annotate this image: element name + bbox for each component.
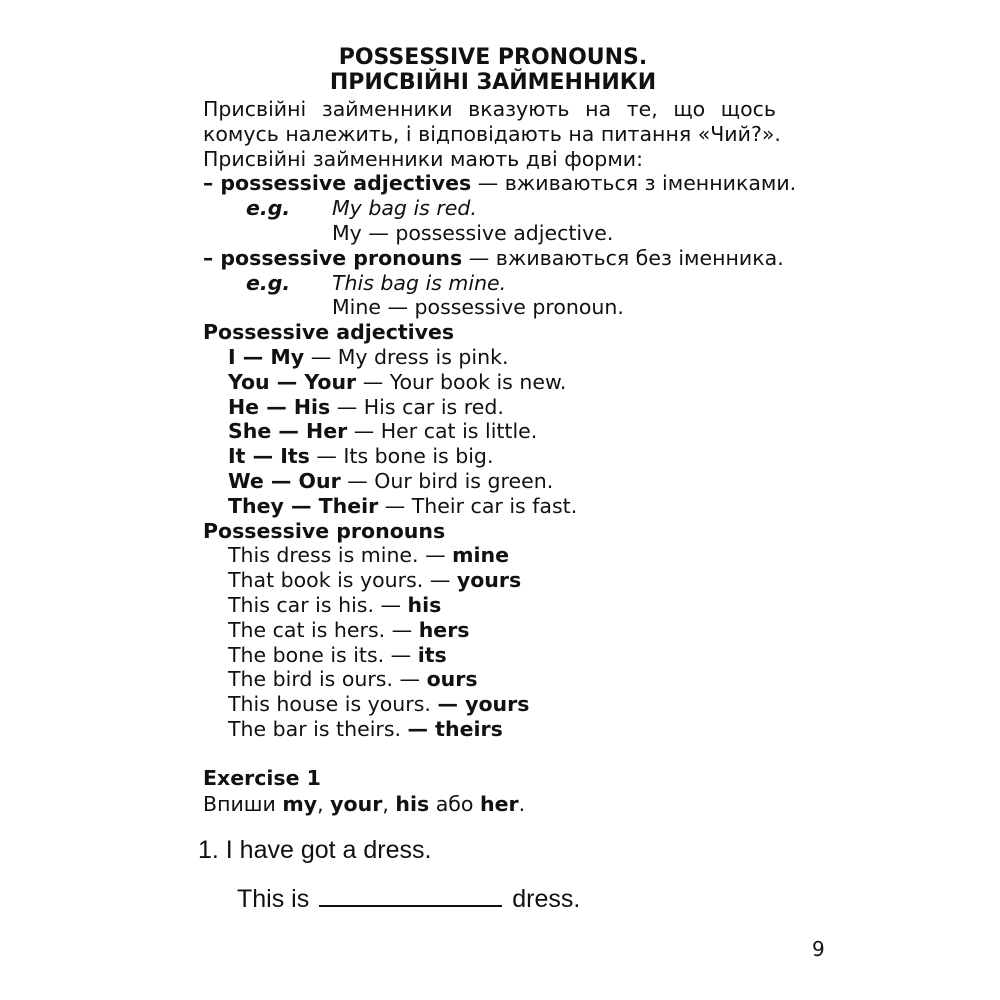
intro-line-2: комусь належить, і відповідають на питання «Чий?». xyxy=(203,121,781,146)
exercise-heading: Exercise 1 xyxy=(203,766,321,790)
list-item: This house is yours. — yours xyxy=(228,692,530,717)
list-item: The bone is its. — its xyxy=(228,642,447,667)
exercise-task-1-answer: This is dress. xyxy=(237,885,581,913)
title-line-1: POSSESSIVE PRONOUNS. xyxy=(338,45,648,70)
exercise-block xyxy=(203,765,525,817)
page-number: 9 xyxy=(812,937,825,961)
list-item: The bird is ours. — ours xyxy=(228,667,478,692)
grammar-explanation xyxy=(203,97,803,742)
eg-label: e.g. xyxy=(246,270,291,295)
list-item: I — My — My dress is pink. xyxy=(228,344,509,369)
list-item: This car is his. — his xyxy=(228,592,442,617)
title-line-2: ПРИСВІЙНІ ЗАЙМЕННИКИ xyxy=(329,69,657,95)
exercise-instruction: Впиши my, your, his або her. xyxy=(203,792,526,816)
list-item: The cat is hers. — hers xyxy=(228,617,470,642)
example-sentence: This bag is mine. xyxy=(332,270,507,295)
list-item: The bar is theirs. — theirs xyxy=(228,716,503,741)
form-term: – possessive pronouns xyxy=(203,245,463,270)
example-line xyxy=(203,196,803,221)
list-item: He — His — His car is red. xyxy=(228,394,504,419)
form-pronouns xyxy=(203,246,803,271)
list-item: That book is yours. — yours xyxy=(228,568,522,593)
form-desc: — вживаються з іменниками. xyxy=(471,171,797,196)
list-item: It — Its — Its bone is big. xyxy=(228,444,494,469)
list-item: She — Her — Her cat is little. xyxy=(228,419,538,444)
exercise-task-1: 1. I have got a dress. xyxy=(198,836,432,864)
eg-label: e.g. xyxy=(246,196,291,221)
adjectives-heading: Possessive adjectives xyxy=(203,320,455,345)
intro-line-3: Присвійні займенники мають дві форми: xyxy=(203,146,644,171)
example-note: My — possessive adjective. xyxy=(332,220,614,245)
intro-line-1: Присвійні займенники вказують на те, що щось xyxy=(203,97,776,121)
list-item: They — Their — Their car is fast. xyxy=(228,493,578,518)
form-adjectives xyxy=(203,171,803,196)
pronouns-heading: Possessive pronouns xyxy=(203,518,446,543)
list-item: This dress is mine. — mine xyxy=(228,543,510,568)
list-item: We — Our — Our bird is green. xyxy=(228,468,554,493)
list-item: You — Your — Your book is new. xyxy=(228,369,567,394)
form-term: – possessive adjectives xyxy=(203,171,472,196)
page-title xyxy=(203,46,783,95)
example-line xyxy=(203,271,803,296)
answer-blank[interactable] xyxy=(319,885,502,907)
example-note: Mine — possessive pronoun. xyxy=(332,295,624,320)
form-desc: — вживаються без іменника. xyxy=(462,245,784,270)
example-sentence: My bag is red. xyxy=(332,196,477,221)
